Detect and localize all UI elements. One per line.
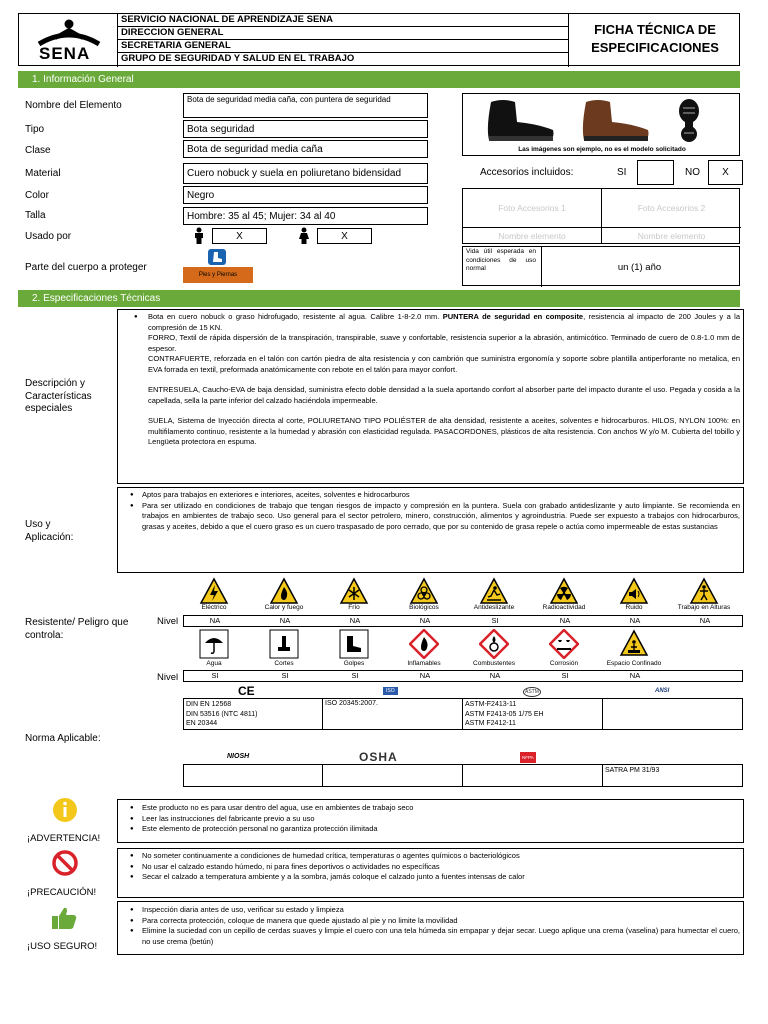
org-line-2: DIRECCION GENERAL: [118, 27, 568, 40]
vida-util-box: [462, 246, 740, 286]
norma-astm-box: [463, 698, 603, 730]
slip-hazard-icon: [479, 577, 509, 607]
advertencia-item-3: ● Este elemento de protección personal no garantiza protección ilimitada: [118, 824, 743, 835]
oxidizer-icon: [479, 629, 509, 659]
sena-logo: [25, 18, 113, 62]
logo-nfpa: NFPA: [520, 752, 536, 763]
foto-accesorio-1: Foto Accesorios 1: [463, 189, 602, 228]
hazard-level: NA: [209, 616, 221, 625]
uso-seguro-box: [117, 901, 744, 955]
precaucion-label: ¡PRECAUCIÓN!: [27, 887, 97, 898]
hazard-level: SI: [561, 671, 569, 680]
norma-ce-3: EN 20344: [186, 720, 218, 727]
uso-seguro-item-2: ● Para correcta protección, coloque de manera que quede ajustado al pie y no limite la movilidad: [118, 916, 740, 927]
hazard-level: NA: [279, 616, 291, 625]
parte-value: Pies y Piernas: [183, 267, 253, 283]
cut-protection-icon: [269, 629, 299, 659]
advertencia-item-1: ● Este producto no es para usar dentro del agua, use en ambientes de trabajo seco: [118, 803, 743, 814]
norma-osha-box: [323, 764, 463, 787]
norma-table: [183, 684, 743, 787]
nivel-label-1: Nivel: [157, 616, 179, 627]
flammable-icon: [409, 629, 439, 659]
section-2-header: [18, 290, 740, 307]
desc-p2: FORRO, Textil de rápida dispersión de la transpiración, transpirable, suave y confortable, resistencia superior a la abrasión, antimicótico. Terminado de cuero de 0.8-1.0 mm de espesor.: [148, 333, 740, 353]
warning-info-icon: [52, 797, 78, 828]
resistente-label: Resistente/ Peligro que controla:: [25, 617, 129, 641]
thumbs-up-icon: [50, 905, 78, 936]
radiation-hazard-icon: [549, 577, 579, 607]
doc-title-2: ESPECIFICACIONES: [591, 40, 719, 55]
talla-value: Hombre: 35 al 45; Mujer: 34 al 40: [183, 207, 428, 225]
sole-image: [675, 98, 703, 143]
desc-p1: [122, 312, 740, 333]
si-label: SI: [617, 167, 627, 178]
org-line-1: SERVICIO NACIONAL DE APRENDIZAJE SENA: [118, 14, 568, 27]
desc-p5: SUELA, Sistema de Inyección directa al corte, POLIURETANO TIPO POLIÉSTER de alta densidad, resistente a aceites, solventes e hidrocarburos. HILOS, NYLON 100%: en multifilamento continuo, resistente a la humedad y abrasión con elasticidad regulada. PASACORDONES, plásticos de alta resistencia. Con anchos W y/o M. Cubierta del tobillo y Lengüeta protectora en espuma.: [148, 416, 740, 446]
clase-label: Clase: [25, 145, 51, 156]
hazards-row-2-values: [183, 670, 743, 682]
uso-seguro-label: ¡USO SEGURO!: [27, 941, 98, 952]
hazards-row-1-values: [183, 615, 743, 627]
hazard-level: NA: [419, 616, 431, 625]
color-value: Negro: [183, 186, 428, 204]
hazard-level: SI: [491, 616, 499, 625]
hazard-caption: Calor y fuego: [264, 604, 304, 611]
hazard-caption: Radioactividad: [542, 604, 586, 611]
section-2-title: 2. Especificaciones Técnicas: [32, 293, 161, 304]
nombre-value: Bota de seguridad media caña, con puntera de seguridad: [183, 93, 428, 118]
corrosion-icon: [549, 629, 579, 659]
norma-nfpa-box: [463, 764, 603, 787]
accesorios-photos: [462, 188, 740, 244]
usado-hombre-box: X: [212, 228, 267, 244]
hazard-caption: Antideslizante: [473, 604, 515, 611]
uso-label: Uso y Aplicación:: [25, 519, 74, 543]
norma-ce-box: [183, 698, 323, 730]
hazard-level: SI: [211, 671, 219, 680]
noise-hazard-icon: [619, 577, 649, 607]
norma-ansi-box: [603, 698, 743, 730]
org-line-4: GRUPO DE SEGURIDAD Y SALUD EN EL TRABAJO: [121, 53, 355, 64]
hazard-level: NA: [489, 671, 501, 680]
norma-niosh-box: [183, 764, 323, 787]
hazards-row-2-captions: [183, 660, 743, 670]
vida-value: un (1) año: [541, 247, 737, 287]
hazard-level: NA: [699, 616, 711, 625]
hazard-caption: Biológicos: [409, 604, 439, 611]
usado-label: Usado por: [25, 231, 72, 242]
boot-image-black: [483, 98, 558, 143]
logo-iso: ISO: [383, 687, 398, 695]
desc-p3: CONTRAFUERTE, reforzada en el talón con cartón piedra de alta resistencia y con cambrión que suministra ergonomía y soporte sobre plantilla antiperforante no metalica, en EVA forrada en textil, preformada anatómicamente con rebote en el talón para mayor confort.: [148, 354, 740, 374]
advertencia-item-2: ● Leer las instrucciones del fabricante previo a su uso: [118, 814, 743, 825]
electric-hazard-icon: [199, 577, 229, 607]
hazard-caption: Golpes: [343, 660, 365, 667]
logo-niosh: NIOSH: [227, 753, 250, 760]
doc-title-1: FICHA TÉCNICA DE: [594, 22, 716, 37]
section-1-header: [18, 71, 740, 88]
advertencia-label: ¡ADVERTENCIA!: [27, 833, 101, 844]
accesorios-no-box: X: [708, 160, 743, 185]
hazard-caption: Cortes: [274, 660, 294, 667]
hazard-caption: Trabajo en Alturas: [677, 604, 731, 611]
uso-item-2: ● Para ser utilizado en condiciones de trabajo que tengan riesgos de impacto y compresión en la puntera. Suela con grabado antideslizante y auto limpiante. Se recomienda en trabajos en ambientes de trabajo seco. Uso general para el sector petrolero, minero, construcción, alimentos y agroindustria. Puede ser expuesto a trabajos con hidrocarburos, grasas y aceites, debido a que el cuero graso es un cuero traspasado de poro cerrado, que por su contenido de grasa repele o actúa como impermeable de estas sustancias: [118, 501, 740, 533]
nombre-elemento-2: Nombre elemento: [637, 231, 706, 241]
hazard-caption: Corrosión: [549, 660, 579, 667]
uso-seguro-item-1: ● Inspección diaria antes de uso, verificar su estado y limpieza: [118, 905, 740, 916]
desc-p1-c: , resistencia al impacto de 200 Joules y a la compresión de 15 KN.: [148, 312, 740, 332]
desc-p4: ENTRESUELA, Caucho-EVA de baja densidad, suministra efecto doble densidad a la suela aportando confort al absorber parte del impacto durante el uso. Pegada y cosida a la capellada, sella la parte inferior del calzado haciéndola impermeable.: [148, 385, 740, 405]
tipo-value: Bota seguridad: [183, 120, 428, 138]
hazard-caption: Eléctrico: [201, 604, 227, 611]
norma-astm-1: ASTM-F2413-11: [465, 701, 517, 708]
org-line-3: SECRETARIA GENERAL: [118, 40, 568, 53]
accesorios-label: Accesorios incluidos:: [480, 167, 574, 178]
norma-astm-2: ASTM F2413-05 1/75 EH: [465, 710, 544, 718]
uso-seguro-item-3: ● Elimine la suciedad con un cepillo de cerdas suaves y limpie el cuero con una tela húmeda sin empapar y dejar secar. Luego aplique una crema (vaselina) para humectar el cuero, no use crema (betún): [118, 926, 740, 947]
color-label: Color: [25, 190, 49, 201]
desc-p1-a: Bota en cuero nobuck o graso hidrofugado, resistente al agua. Calibre 1-8-2.0 mm.: [148, 312, 443, 321]
hazards-row-1-captions: [183, 604, 743, 614]
precaucion-box: [117, 848, 744, 898]
norma-ce-1: DIN EN 12568: [186, 701, 232, 708]
hazard-level: NA: [419, 671, 431, 680]
hazard-caption: Espacio Confinado: [606, 660, 662, 667]
parte-label: Parte del cuerpo a proteger: [25, 262, 147, 273]
precaucion-item-2: ● No usar el calzado estando húmedo, ni para fines deportivos o actividades no específicas: [118, 862, 743, 873]
nombre-elemento-1: Nombre elemento: [463, 228, 602, 244]
logo-ansi: ANSI: [655, 688, 670, 694]
precaucion-item-1: ● No someter continuamente a condiciones de humedad crítica, temperaturas o agentes químicos o bacteriológicos: [118, 851, 743, 862]
hazard-level: SI: [281, 671, 289, 680]
water-protection-icon: [199, 629, 229, 659]
norma-label: Norma Aplicable:: [25, 733, 101, 744]
heights-hazard-icon: [689, 577, 719, 607]
advertencia-box: [117, 799, 744, 843]
product-images: [462, 93, 740, 156]
hazard-level: NA: [629, 616, 641, 625]
cold-hazard-icon: [339, 577, 369, 607]
boot-image-brown: [578, 98, 653, 143]
clase-value: Bota de seguridad media caña: [183, 140, 428, 158]
uso-box: [117, 487, 744, 573]
image-caption: Las imágenes son ejemplo, no es el modelo solicitado: [518, 146, 686, 153]
fire-hazard-icon: [269, 577, 299, 607]
hazard-caption: Frío: [348, 604, 360, 611]
nivel-label-2: Nivel: [157, 672, 179, 683]
hazard-level: NA: [349, 616, 361, 625]
no-label: NO: [685, 167, 700, 178]
nombre-label: Nombre del Elemento: [25, 100, 122, 111]
precaucion-item-3: ● Secar el calzado a temperatura ambiente y a la sombra, jamás coloque el calzado junto a fuentes intensas de calor: [118, 872, 743, 883]
logo-ce: CE: [238, 684, 255, 698]
hazards-row-2: [183, 629, 743, 661]
hazard-caption: Ruido: [625, 604, 643, 611]
talla-label: Talla: [25, 210, 46, 221]
hazard-level: NA: [629, 671, 641, 680]
confined-space-icon: [619, 629, 649, 659]
hazard-level: SI: [351, 671, 359, 680]
vida-label: Vida útil esperada en condiciones de uso normal: [466, 248, 536, 272]
prohibited-icon: [52, 850, 78, 881]
uso-item-1: ● Aptos para trabajos en exteriores e interiores, aceites, solventes e hidrocarburos: [118, 490, 740, 501]
usado-mujer-box: X: [317, 228, 372, 244]
man-icon: [192, 227, 206, 250]
logo-astm: ASTM: [525, 689, 539, 695]
norma-ce-2: DIN 53516 (NTC 4811): [186, 710, 258, 718]
desc-box: [117, 309, 744, 484]
section-1-title: 1. Información General: [32, 74, 134, 85]
logo-osha: OSHA: [359, 750, 398, 764]
hazard-caption: Combustentes: [473, 660, 515, 667]
hazard-caption: Agua: [206, 660, 222, 667]
material-value: Cuero nobuck y suela en poliuretano bidensidad: [183, 163, 428, 184]
norma-iso-box: ISO 20345:2007.: [323, 698, 463, 730]
foto-accesorio-2: Foto Accesorios 2: [602, 189, 741, 228]
hazard-level: NA: [559, 616, 571, 625]
desc-label: Descripción y Características especiales: [25, 378, 92, 414]
accesorios-si-box: [637, 160, 674, 185]
woman-icon: [297, 227, 311, 250]
hazard-caption: Inflamables: [407, 660, 441, 667]
norma-astm-3: ASTM F2412-11: [465, 720, 516, 727]
logo-text: SENA: [39, 44, 91, 63]
header: [18, 13, 740, 66]
tipo-label: Tipo: [25, 124, 45, 135]
desc-p1-bold: PUNTERA de seguridad en composite: [442, 312, 584, 321]
biohazard-icon: [409, 577, 439, 607]
material-label: Material: [25, 168, 61, 179]
norma-satra-box: SATRA PM 31/93: [603, 764, 743, 787]
impact-protection-icon: [339, 629, 369, 659]
